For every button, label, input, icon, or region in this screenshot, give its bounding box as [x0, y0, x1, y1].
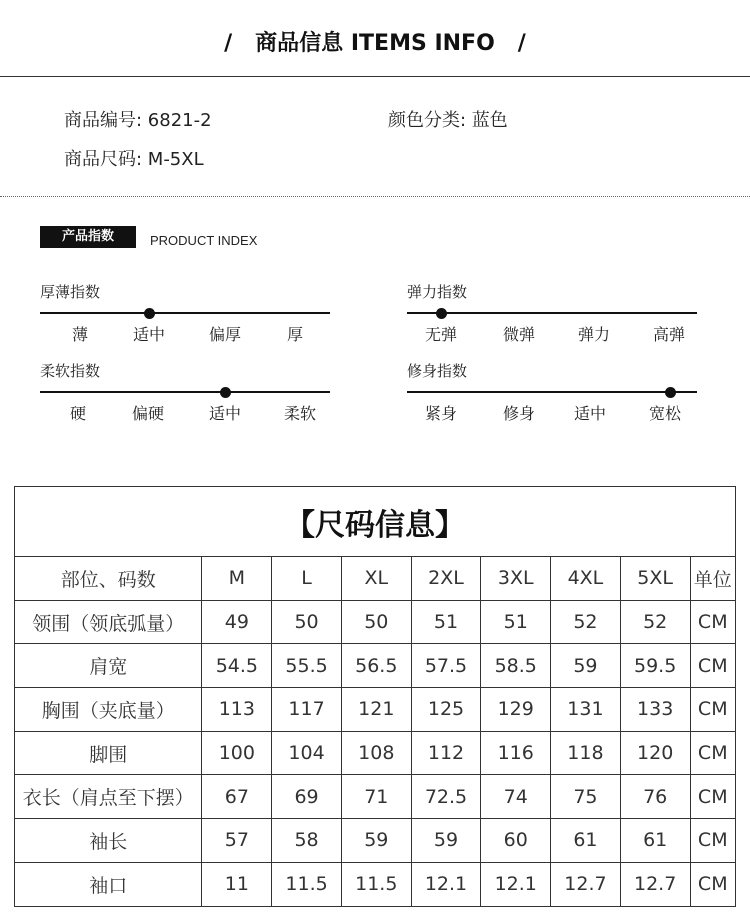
table-cell: 11: [202, 862, 272, 906]
table-cell: L: [272, 557, 342, 601]
table-cell: 75: [551, 775, 621, 819]
table-cell: 50: [272, 600, 342, 644]
scale-marker-softness: [220, 387, 231, 398]
table-cell: 55.5: [272, 644, 342, 688]
table-cell: 108: [341, 731, 411, 775]
table-row: [15, 775, 736, 819]
table-cell: XL: [341, 557, 411, 601]
table-cell: 52: [551, 600, 621, 644]
table-cell: 59: [411, 819, 481, 863]
table-cell: 61: [551, 819, 621, 863]
table-cell: 51: [481, 600, 551, 644]
table-row: [15, 644, 736, 688]
table-row: [15, 819, 736, 863]
scale-line-thickness: [40, 312, 330, 314]
row-label-cell: 领围（领底弧量）: [15, 600, 202, 644]
scale-label: 弹力: [577, 325, 610, 344]
size-table: [14, 486, 736, 907]
table-cell: 5XL: [620, 557, 690, 601]
table-cell: 4XL: [551, 557, 621, 601]
scale-marker-elasticity: [436, 308, 447, 319]
table-cell: CM: [690, 731, 735, 775]
table-cell: 116: [481, 731, 551, 775]
table-cell: 125: [411, 688, 481, 732]
scale-label: 宽松: [648, 404, 681, 423]
row-label-cell: 袖长: [15, 819, 202, 863]
scale-line-fit: [407, 391, 697, 393]
table-header-row: [15, 557, 736, 601]
size-range: 商品尺码: M-5XL: [64, 149, 204, 170]
table-cell: CM: [690, 819, 735, 863]
table-cell: 71: [341, 775, 411, 819]
scale-label: 柔软: [283, 404, 316, 423]
table-cell: 59: [551, 644, 621, 688]
table-cell: 121: [341, 688, 411, 732]
scale-title-thickness: 厚薄指数: [40, 283, 101, 301]
table-cell: 单位: [690, 557, 735, 601]
table-row: [15, 862, 736, 906]
table-cell: 72.5: [411, 775, 481, 819]
table-cell: CM: [690, 862, 735, 906]
color-category: 颜色分类: 蓝色: [388, 110, 508, 131]
scale-title-elasticity: 弹力指数: [407, 283, 468, 301]
table-cell: 69: [272, 775, 342, 819]
size-table-title: 【尺码信息】: [15, 487, 736, 557]
table-row: [15, 600, 736, 644]
row-label-cell: 胸围（夹底量）: [15, 688, 202, 732]
table-cell: 133: [620, 688, 690, 732]
header-divider: [0, 76, 750, 77]
table-cell: 52: [620, 600, 690, 644]
table-cell: 59: [341, 819, 411, 863]
table-cell: 56.5: [341, 644, 411, 688]
product-index-badge: 产品指数: [40, 226, 136, 248]
row-label-cell: 脚围: [15, 731, 202, 775]
table-cell: M: [202, 557, 272, 601]
scale-label: 厚: [286, 325, 303, 344]
table-cell: 58: [272, 819, 342, 863]
table-cell: 104: [272, 731, 342, 775]
row-label-cell: 肩宽: [15, 644, 202, 688]
table-cell: 12.7: [551, 862, 621, 906]
scale-title-fit: 修身指数: [407, 362, 468, 380]
scale-label: 适中: [573, 404, 606, 423]
product-index-subtitle: PRODUCT INDEX: [150, 233, 258, 248]
table-cell: 11.5: [341, 862, 411, 906]
table-cell: 49: [202, 600, 272, 644]
table-cell: CM: [690, 644, 735, 688]
scale-label: 偏硬: [131, 404, 164, 423]
table-cell: 59.5: [620, 644, 690, 688]
table-row: [15, 731, 736, 775]
table-cell: 112: [411, 731, 481, 775]
scale-label: 硬: [69, 404, 86, 423]
table-cell: CM: [690, 775, 735, 819]
table-cell: CM: [690, 688, 735, 732]
table-cell: 74: [481, 775, 551, 819]
scale-marker-fit: [665, 387, 676, 398]
table-cell: 67: [202, 775, 272, 819]
table-cell: 76: [620, 775, 690, 819]
table-cell: 57: [202, 819, 272, 863]
table-cell: 12.1: [411, 862, 481, 906]
table-cell: 129: [481, 688, 551, 732]
table-cell: 3XL: [481, 557, 551, 601]
scale-label: 适中: [208, 404, 241, 423]
table-cell: 51: [411, 600, 481, 644]
table-cell: 12.7: [620, 862, 690, 906]
table-cell: 58.5: [481, 644, 551, 688]
table-cell: 57.5: [411, 644, 481, 688]
scale-line-softness: [40, 391, 330, 393]
table-cell: 50: [341, 600, 411, 644]
scale-label: 薄: [71, 325, 88, 344]
table-cell: 61: [620, 819, 690, 863]
row-label-cell: 袖口: [15, 862, 202, 906]
table-cell: 131: [551, 688, 621, 732]
table-cell: 60: [481, 819, 551, 863]
table-cell: 113: [202, 688, 272, 732]
table-cell: 100: [202, 731, 272, 775]
scale-label: 偏厚: [208, 325, 241, 344]
scale-label: 适中: [132, 325, 165, 344]
scale-label: 紧身: [424, 404, 457, 423]
table-cell: 54.5: [202, 644, 272, 688]
scale-marker-thickness: [144, 308, 155, 319]
table-cell: 2XL: [411, 557, 481, 601]
scale-label: 微弹: [502, 325, 535, 344]
table-cell: 118: [551, 731, 621, 775]
table-cell: 11.5: [272, 862, 342, 906]
item-number: 商品编号: 6821-2: [64, 110, 212, 131]
table-row: [15, 688, 736, 732]
table-cell: 120: [620, 731, 690, 775]
scale-line-elasticity: [407, 312, 697, 314]
table-cell: 117: [272, 688, 342, 732]
scale-label: 修身: [502, 404, 535, 423]
row-label-cell: 衣长（肩点至下摆）: [15, 775, 202, 819]
table-cell: 12.1: [481, 862, 551, 906]
table-cell: CM: [690, 600, 735, 644]
scale-label: 高弹: [652, 325, 685, 344]
scale-title-softness: 柔软指数: [40, 362, 101, 380]
scale-label: 无弹: [424, 325, 457, 344]
section-title: / 商品信息 ITEMS INFO /: [224, 31, 526, 56]
row-label-cell: 部位、码数: [15, 557, 202, 601]
dotted-divider: [0, 196, 750, 197]
